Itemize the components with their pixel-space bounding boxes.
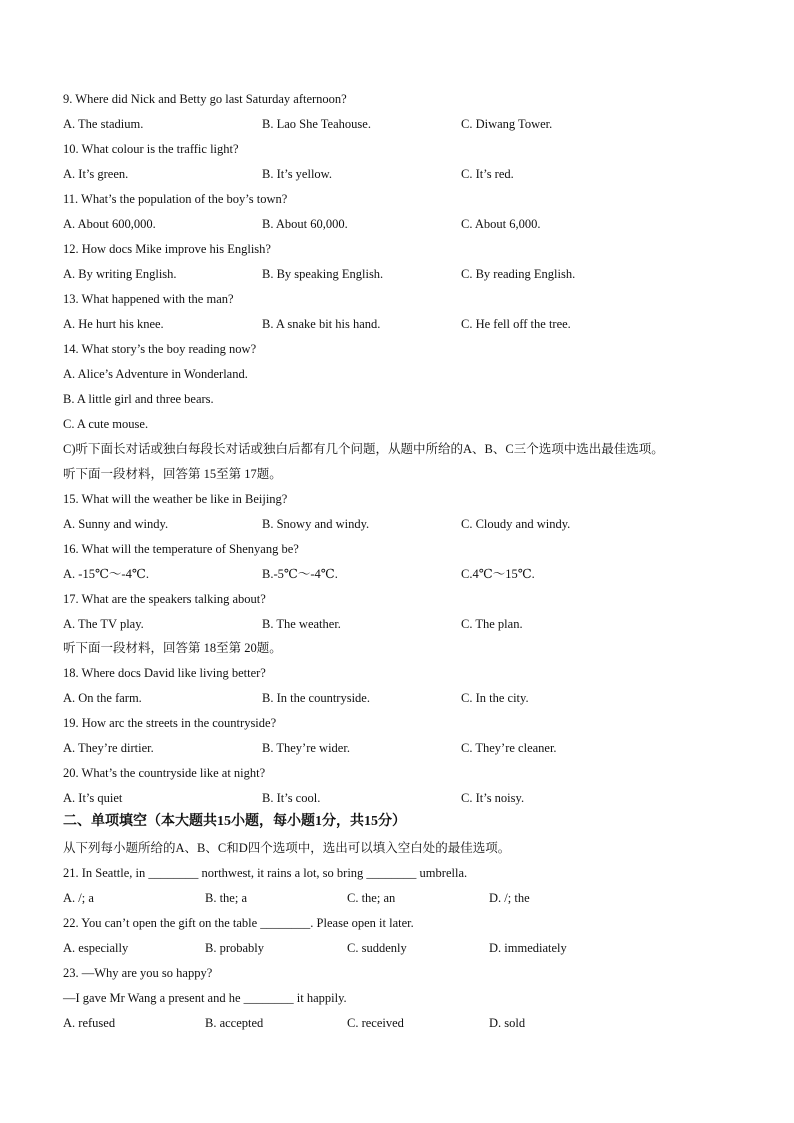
section-2-title: 二、单项填空（本大题共15小题，每小题1分，共15分） — [63, 814, 406, 829]
question-20: 20. What’s the countryside like at night? — [63, 766, 266, 780]
option-13c: C. He fell off the tree. — [461, 317, 571, 331]
option-9c: C. Diwang Tower. — [461, 117, 553, 131]
option-12b: B. By speaking English. — [262, 267, 384, 281]
question-13: 13. What happened with the man? — [63, 292, 234, 306]
question-17: 17. What are the speakers talking about? — [63, 592, 266, 606]
option-21d: D. /; the — [489, 891, 530, 905]
question-10: 10. What colour is the traffic light? — [63, 142, 239, 156]
option-17b: B. The weather. — [262, 617, 341, 631]
option-23b: B. accepted — [205, 1016, 264, 1030]
option-12c: C. By reading English. — [461, 267, 576, 281]
option-23c: C. received — [347, 1016, 404, 1030]
option-22b: B. probably — [205, 941, 265, 955]
option-11b: B. About 60,000. — [262, 217, 348, 231]
question-23: 23. —Why are you so happy? — [63, 966, 213, 980]
question-11: 11. What’s the population of the boy’s town? — [63, 192, 288, 206]
option-10c: C. It’s red. — [461, 167, 514, 181]
option-15b: B. Snowy and windy. — [262, 517, 370, 531]
option-10a: A. It’s green. — [63, 167, 129, 181]
option-16a: A. -15℃～-4℃. — [63, 567, 149, 581]
option-15c: C. Cloudy and windy. — [461, 517, 571, 531]
option-11a: A. About 600,000. — [63, 217, 156, 231]
option-22d: D. immediately — [489, 941, 567, 955]
question-9: 9. Where did Nick and Betty go last Saturday afternoon? — [63, 92, 347, 106]
option-20b: B. It’s cool. — [262, 791, 321, 805]
option-14b: B. A little girl and three bears. — [63, 392, 214, 406]
option-19b: B. They’re wider. — [262, 741, 350, 755]
option-22c: C. suddenly — [347, 941, 407, 955]
option-20c: C. It’s noisy. — [461, 791, 525, 805]
option-15a: A. Sunny and windy. — [63, 517, 169, 531]
question-21: 21. In Seattle, in ________ northwest, it rains a lot, so bring ________ umbrella. — [63, 866, 468, 880]
option-19c: C. They’re cleaner. — [461, 741, 557, 755]
question-16: 16. What will the temperature of Shenyang be? — [63, 542, 299, 556]
option-9a: A. The stadium. — [63, 117, 144, 131]
question-18: 18. Where docs David like living better? — [63, 666, 266, 680]
material-1-instruction: 听下面一段材料，回答第 15至第 17题。 — [63, 467, 282, 481]
option-18b: B. In the countryside. — [262, 691, 370, 705]
option-16b: B.-5℃～-4℃. — [262, 567, 338, 581]
section-c-instruction: C)听下面长对话或独白每段长对话或独白后都有几个问题，从题中所给的A、B、C三个选项中选出最佳选项。 — [63, 442, 664, 456]
option-11c: C. About 6,000. — [461, 217, 541, 231]
option-10b: B. It’s yellow. — [262, 167, 333, 181]
option-9b: B. Lao She Teahouse. — [262, 117, 371, 131]
option-17c: C. The plan. — [461, 617, 523, 631]
option-14a: A. Alice’s Adventure in Wonderland. — [63, 367, 248, 381]
option-12a: A. By writing English. — [63, 267, 177, 281]
option-23d: D. sold — [489, 1016, 526, 1030]
option-17a: A. The TV play. — [63, 617, 144, 631]
section-2-instruction: 从下列每小题所给的A、B、C和D四个选项中，选出可以填入空白处的最佳选项。 — [63, 841, 511, 855]
question-14: 14. What story’s the boy reading now? — [63, 342, 257, 356]
question-23-response: —I gave Mr Wang a present and he ________ it happily. — [63, 991, 347, 1005]
question-15: 15. What will the weather be like in Beijing? — [63, 492, 288, 506]
option-19a: A. They’re dirtier. — [63, 741, 154, 755]
question-12: 12. How docs Mike improve his English? — [63, 242, 271, 256]
question-19: 19. How arc the streets in the countryside? — [63, 716, 277, 730]
option-18c: C. In the city. — [461, 691, 529, 705]
material-2-instruction: 听下面一段材料，回答第 18至第 20题。 — [63, 641, 282, 655]
option-21c: C. the; an — [347, 891, 396, 905]
option-22a: A. especially — [63, 941, 129, 955]
option-21b: B. the; a — [205, 891, 248, 905]
option-23a: A. refused — [63, 1016, 116, 1030]
option-21a: A. /; a — [63, 891, 94, 905]
option-14c: C. A cute mouse. — [63, 417, 149, 431]
option-13b: B. A snake bit his hand. — [262, 317, 381, 331]
question-22: 22. You can’t open the gift on the table ________. Please open it later. — [63, 916, 414, 930]
option-20a: A. It’s quiet — [63, 791, 123, 805]
option-13a: A. He hurt his knee. — [63, 317, 164, 331]
option-16c: C.4℃～15℃. — [461, 567, 535, 581]
option-18a: A. On the farm. — [63, 691, 142, 705]
